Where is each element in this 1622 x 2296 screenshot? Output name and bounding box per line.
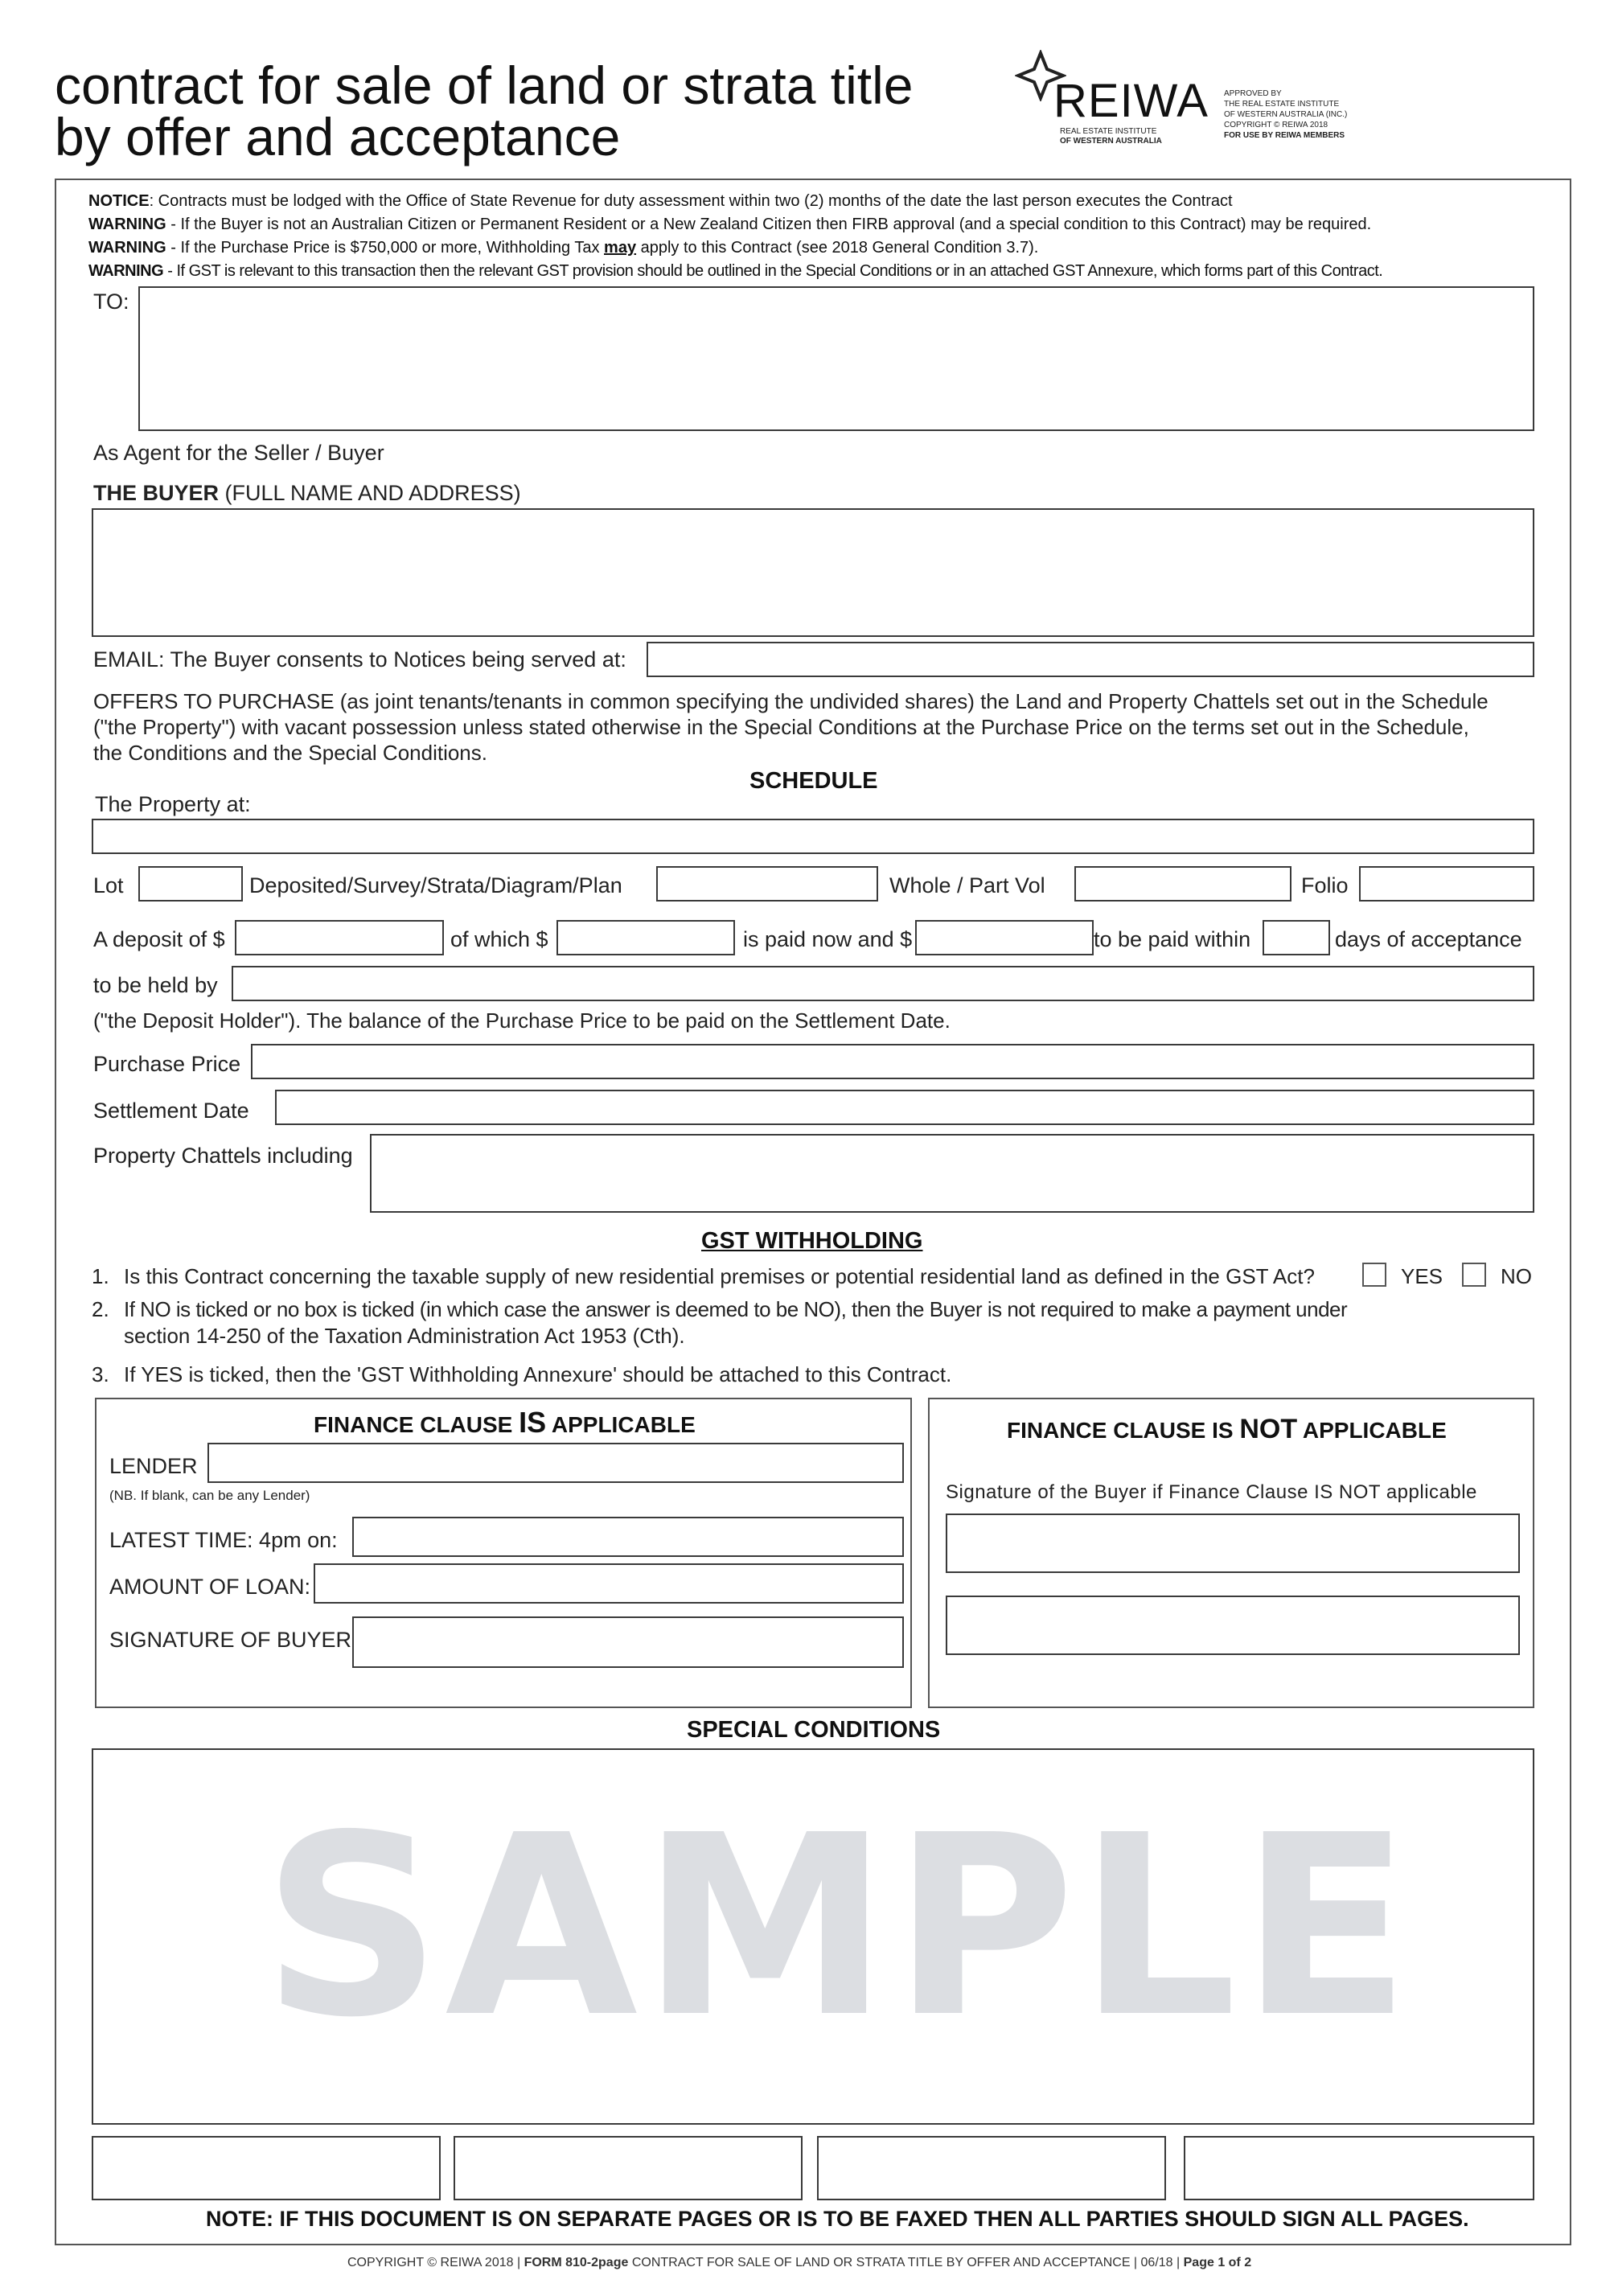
approval-line: THE REAL ESTATE INSTITUTE bbox=[1224, 100, 1340, 109]
special-conditions-heading: SPECIAL CONDITIONS bbox=[687, 1717, 941, 1743]
approval-line: FOR USE BY REIWA MEMBERS bbox=[1224, 131, 1345, 140]
paid-now-label: is paid now and $ bbox=[743, 927, 913, 951]
logo-sub1: REAL ESTATE INSTITUTE bbox=[1060, 127, 1157, 136]
offers-line: ("the Property") with vacant possession unless stated otherwise in the Special Conditions at the Purchase Price on the terms set out in the Schedule, bbox=[93, 715, 1469, 739]
lot-field[interactable] bbox=[138, 866, 243, 902]
balance-text: ("the Deposit Holder"). The balance of the Purchase Price to be paid on the Settlement Date. bbox=[93, 1008, 951, 1033]
buyer-signature-field-2[interactable] bbox=[946, 1596, 1520, 1655]
page-signature-box-3[interactable] bbox=[817, 2136, 1166, 2200]
chattels-label: Property Chattels including bbox=[93, 1144, 353, 1168]
signature-note: Signature of the Buyer if Finance Clause IS NOT applicable bbox=[946, 1481, 1477, 1503]
purchase-price-field[interactable] bbox=[251, 1044, 1534, 1079]
warning-line: WARNING - If the Buyer is not an Australian Citizen or Permanent Resident or a New Zealand Citizen then FIRB approval (and a special condition to this Contract) may be required. bbox=[88, 216, 1372, 233]
approval-line: APPROVED BY bbox=[1224, 89, 1282, 98]
logo-sub2: OF WESTERN AUSTRALIA bbox=[1060, 137, 1162, 146]
to-field[interactable] bbox=[138, 286, 1534, 431]
page-signature-box-1[interactable] bbox=[92, 2136, 441, 2200]
lender-field[interactable] bbox=[207, 1443, 904, 1483]
amount-of-loan-label: AMOUNT OF LOAN: bbox=[109, 1575, 311, 1599]
deposit-field[interactable] bbox=[235, 920, 444, 955]
chattels-field[interactable] bbox=[370, 1134, 1534, 1213]
gst-q1-number: 1. bbox=[92, 1264, 109, 1288]
gst-q3-number: 3. bbox=[92, 1362, 109, 1386]
warning-line: WARNING - If the Purchase Price is $750,000 or more, Withholding Tax may apply to this Contract (see 2018 General Condition 3.7). bbox=[88, 239, 1039, 257]
latest-time-field[interactable] bbox=[352, 1517, 904, 1557]
gst-no-label: NO bbox=[1501, 1264, 1532, 1288]
offers-text bbox=[93, 688, 1541, 766]
to-be-paid-label: to be paid within bbox=[1094, 927, 1251, 951]
lender-note: (NB. If blank, can be any Lender) bbox=[109, 1488, 310, 1503]
deposit-label: A deposit of $ bbox=[93, 927, 225, 951]
folio-field[interactable] bbox=[1359, 866, 1534, 902]
buyer-label: THE BUYER (FULL NAME AND ADDRESS) bbox=[93, 481, 521, 505]
folio-label: Folio bbox=[1301, 873, 1349, 897]
special-conditions-field[interactable] bbox=[92, 1748, 1534, 2125]
schedule-heading: SCHEDULE bbox=[749, 768, 878, 794]
held-by-field[interactable] bbox=[232, 966, 1534, 1001]
page-signature-box-4[interactable] bbox=[1184, 2136, 1534, 2200]
buyer-signature-field-1[interactable] bbox=[946, 1514, 1520, 1573]
gst-q2-number: 2. bbox=[92, 1297, 109, 1321]
to-be-paid-field[interactable] bbox=[915, 920, 1094, 955]
settlement-date-label: Settlement Date bbox=[93, 1099, 249, 1123]
email-field[interactable] bbox=[647, 642, 1534, 677]
offers-line: OFFERS TO PURCHASE (as joint tenants/tenants in common specifying the undivided shares) the Land and Property Chattels set out in the Schedule bbox=[93, 689, 1489, 713]
agent-label: As Agent for the Seller / Buyer bbox=[93, 441, 384, 465]
gst-heading: GST WITHHOLDING bbox=[701, 1228, 923, 1254]
gst-yes-checkbox[interactable] bbox=[1362, 1263, 1386, 1287]
property-field[interactable] bbox=[92, 819, 1534, 854]
finance-not-applicable-heading: FINANCE CLAUSE IS NOT APPLICABLE bbox=[1007, 1414, 1447, 1444]
plan-field[interactable] bbox=[656, 866, 878, 902]
page-title-line1: contract for sale of land or strata title bbox=[55, 55, 914, 115]
held-by-label: to be held by bbox=[93, 973, 218, 997]
page-title bbox=[55, 55, 914, 166]
logo-text: REIWA bbox=[1053, 75, 1209, 127]
finance-applicable-heading: FINANCE CLAUSE IS APPLICABLE bbox=[314, 1406, 696, 1439]
approval-line: OF WESTERN AUSTRALIA (INC.) bbox=[1224, 110, 1348, 119]
offers-line: the Conditions and the Special Conditions. bbox=[93, 741, 487, 765]
days-field[interactable] bbox=[1263, 920, 1330, 955]
whole-part-vol-label: Whole / Part Vol bbox=[889, 873, 1045, 897]
page-signature-box-2[interactable] bbox=[454, 2136, 803, 2200]
lender-label: LENDER bbox=[109, 1454, 198, 1478]
vol-field[interactable] bbox=[1074, 866, 1291, 902]
paid-now-field[interactable] bbox=[556, 920, 735, 955]
gst-q2-line2: section 14-250 of the Taxation Administration Act 1953 (Cth). bbox=[124, 1324, 685, 1348]
page-title-line2: by offer and acceptance bbox=[55, 107, 621, 166]
property-at-label: The Property at: bbox=[95, 792, 251, 816]
notice-line: NOTICE: Contracts must be lodged with the Office of State Revenue for duty assessment within two (2) months of the date the last person executes the Contract bbox=[88, 192, 1233, 210]
email-label: EMAIL: The Buyer consents to Notices being served at: bbox=[93, 647, 626, 672]
sample-watermark: SAMPLE bbox=[262, 1782, 1415, 2072]
amount-of-loan-field[interactable] bbox=[314, 1563, 904, 1604]
signature-of-buyer-label: SIGNATURE OF BUYER bbox=[109, 1628, 352, 1652]
latest-time-label: LATEST TIME: 4pm on: bbox=[109, 1528, 338, 1552]
days-label: days of acceptance bbox=[1335, 927, 1522, 951]
to-label: TO: bbox=[93, 290, 129, 314]
warning-line: WARNING - If GST is relevant to this transaction then the relevant GST provision should be outlined in the Special Conditions or in an attached GST Annexure, which forms part of this Contract. bbox=[88, 262, 1383, 280]
buyer-field[interactable] bbox=[92, 508, 1534, 637]
gst-q3-text: If YES is ticked, then the 'GST Withholding Annexure' should be attached to this Contract. bbox=[124, 1362, 952, 1386]
gst-q2-line1: If NO is ticked or no box is ticked (in which case the answer is deemed to be NO), then the Buyer is not required to make a payment under bbox=[124, 1297, 1348, 1321]
gst-no-checkbox[interactable] bbox=[1462, 1263, 1486, 1287]
settlement-date-field[interactable] bbox=[275, 1090, 1534, 1125]
gst-q1-text: Is this Contract concerning the taxable supply of new residential premises or potential residential land as defined in the GST Act? bbox=[124, 1264, 1315, 1288]
footer-note: NOTE: IF THIS DOCUMENT IS ON SEPARATE PAGES OR IS TO BE FAXED THEN ALL PARTIES SHOULD SIGN ALL PAGES. bbox=[206, 2207, 1469, 2231]
gst-yes-label: YES bbox=[1401, 1264, 1443, 1288]
plan-label: Deposited/Survey/Strata/Diagram/Plan bbox=[249, 873, 622, 897]
lot-label: Lot bbox=[93, 873, 124, 897]
approval-line: COPYRIGHT © REIWA 2018 bbox=[1224, 121, 1328, 129]
of-which-label: of which $ bbox=[450, 927, 548, 951]
approval-block bbox=[1224, 88, 1347, 141]
reiwa-logo bbox=[1015, 50, 1208, 146]
signature-of-buyer-field[interactable] bbox=[352, 1616, 904, 1668]
copyright-line: COPYRIGHT © REIWA 2018 | FORM 810-2page CONTRACT FOR SALE OF LAND OR STRATA TITLE BY OFFER AND ACCEPTANCE | 06/18 | Page 1 of 2 bbox=[347, 2256, 1252, 2269]
purchase-price-label: Purchase Price bbox=[93, 1052, 241, 1076]
notices-block bbox=[88, 190, 1382, 283]
